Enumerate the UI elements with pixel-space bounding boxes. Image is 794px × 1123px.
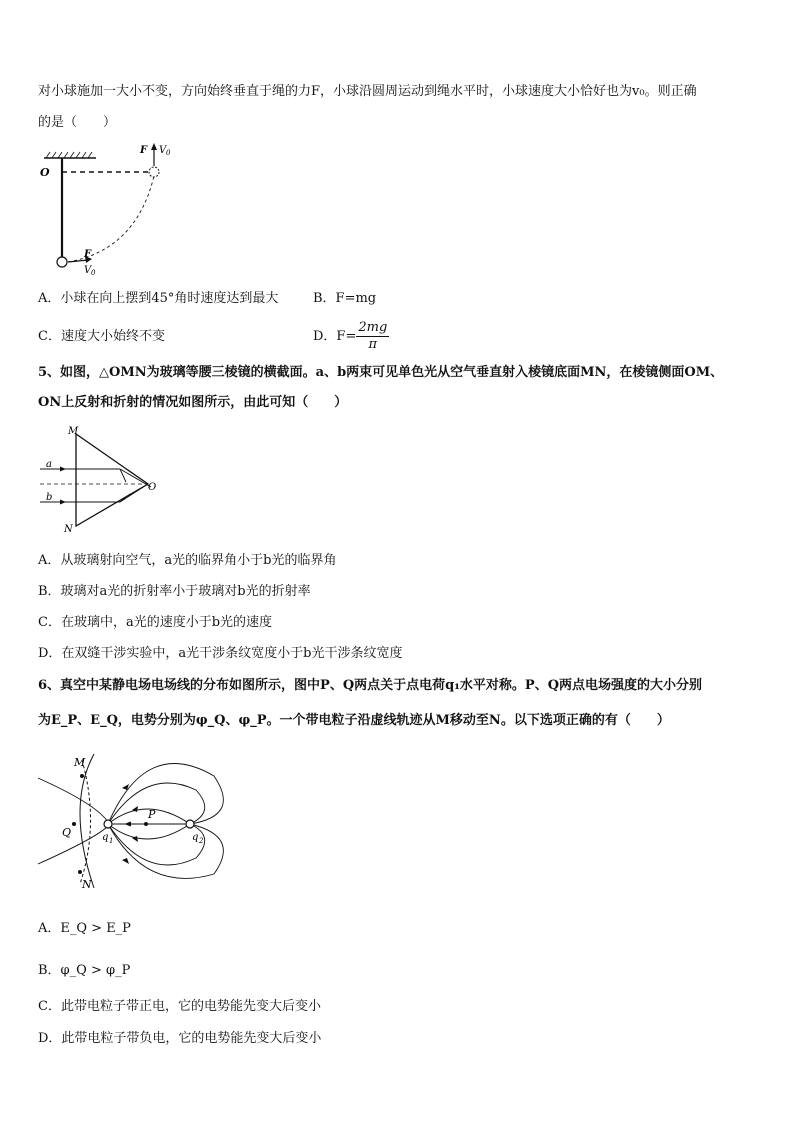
q4-option-D	[313, 318, 389, 356]
q6-stem-line1: 6、真空中某静电场电场线的分布如图所示，图中P、Q两点关于点电荷q₁水平对称。P、Q两点电场强度的大小分别	[38, 678, 703, 693]
q5-option-C: C．在玻璃中，a光的速度小于b光的速度	[38, 615, 273, 630]
q4-stem-line1: 对小球施加一大小不变，方向始终垂直于绳的力F，小球沿圆周运动到绳水平时，小球速度大小恰好也为v₀。则正确	[38, 84, 697, 99]
q5-option-A: A．从玻璃射向空气，a光的临界角小于b光的临界角	[38, 553, 337, 568]
q6-option-D: D．此带电粒子带负电，它的电势能先变大后变小	[38, 1031, 322, 1046]
q4-label-V-top: V	[159, 145, 167, 156]
q4-stem-line2: 的是（ ）	[38, 115, 117, 130]
q5-label-a: a	[46, 459, 52, 470]
q5-label-b: b	[46, 492, 53, 503]
q6-label-M: M	[74, 756, 86, 769]
q4-label-sub0-bottom: 0	[91, 269, 96, 277]
q5-label-M: M	[68, 426, 79, 437]
q5-option-B: B．玻璃对a光的折射率小于玻璃对b光的折射率	[38, 584, 311, 599]
q4-option-D-numerator: 2mg	[358, 320, 388, 335]
q6-option-C: C．此带电粒子带正电，它的电势能先变大后变小	[38, 999, 321, 1014]
q6-label-q1: q	[102, 832, 109, 843]
q5-label-O: O	[148, 482, 157, 493]
q6-label-P: P	[148, 808, 156, 821]
q5-stem-line2: ON上反射和折射的情况如图所示，由此可知（ ）	[38, 395, 348, 410]
q4-pendulum-figure	[36, 140, 186, 280]
q4-option-D-prefix: D．F=	[313, 329, 357, 344]
q6-option-B: B．φ_Q > φ_P	[38, 963, 131, 978]
q4-option-C: C．速度大小始终不变	[38, 329, 165, 344]
q6-label-q1-sub: 1	[109, 837, 114, 845]
q4-option-B: B．F=mg	[313, 291, 377, 306]
q4-option-A: A．小球在向上摆到45°角时速度达到最大	[38, 291, 279, 306]
q4-option-D-denominator: π	[368, 337, 378, 352]
q5-prism-figure	[36, 424, 166, 536]
q4-label-F-bottom: F	[84, 249, 92, 260]
q5-label-N: N	[64, 524, 73, 535]
q4-label-V-bottom: V	[84, 265, 92, 276]
q5-option-D: D．在双缝干涉实验中，a光干涉条纹宽度小于b光干涉条纹宽度	[38, 646, 403, 661]
q6-label-Q: Q	[62, 826, 72, 839]
q6-label-q2: q	[192, 832, 199, 843]
q4-label-sub0-top: 0	[166, 149, 171, 157]
q4-label-F-top: F	[140, 145, 148, 156]
q6-field-figure	[36, 746, 236, 896]
q5-stem-line1: 5、如图，△OMN为玻璃等腰三棱镜的横截面。a、b两束可见单色光从空气垂直射入棱镜底面MN，在棱镜侧面OM、	[38, 365, 724, 380]
q6-option-A: A．E_Q > E_P	[38, 921, 131, 936]
q6-label-N: N	[82, 878, 92, 891]
q6-label-q2-sub: 2	[199, 837, 204, 845]
q6-stem-line2: 为E_P、E_Q，电势分别为φ_Q、φ_P。一个带电粒子沿虚线轨迹从M移动至N。以下选项正确的有（ ）	[38, 713, 670, 728]
q4-option-D-fraction	[356, 320, 389, 353]
q4-label-O: O	[40, 166, 50, 179]
